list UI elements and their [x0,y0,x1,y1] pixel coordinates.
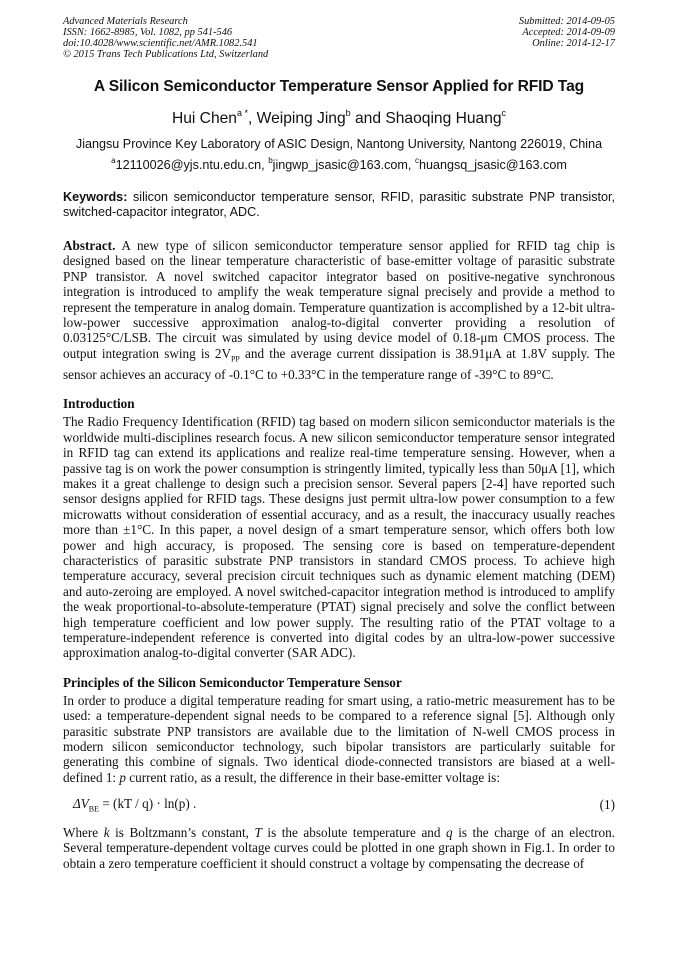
principles-paragraph-2 [63,825,615,871]
paper-title: A Silicon Semiconductor Temperature Sensor Applied for RFID Tag [93,78,585,95]
email-superscript: b [268,156,273,165]
submitted-date: Submitted: 2014-09-05 [518,16,615,27]
variable: q [446,824,453,840]
author-name: Hui Chen [171,110,237,127]
abstract-text: A new type of silicon semiconductor temperature sensor applied for RFID tag chip is designed based on the linear temperature characteristic of base-emitter voltage of parasitic substrate PNP transistor. A novel switched capacitor integrator based on positive-negative synchronous integration is introduced to amplify the weak temperature signal precisely and provide a method to represent the temperature in analog domain. Temperature quantization is accomplished by a 12-bit ultra-low-power successive approximation analog-to-digital converter providing a resolution of 0.03125°C/LSB. The circuit was simulated by using device model of 0.18-μm CMOS process. The output integration swing is 2V [63,238,615,361]
author-list [63,110,615,128]
accepted-date: Accepted: 2014-09-09 [522,27,615,38]
abstract-block [63,238,615,382]
author-name: Shaoqing Huang [385,110,502,127]
equation-1 [63,796,615,814]
equation-delta: ΔV [73,796,89,812]
equation-subscript: BE [88,804,100,814]
equation-expression [63,796,196,814]
text-run: In order to produce a digital temperature reading for smart using, a ratio-metric measurement has to be used: a temperature-dependent signal needs to be compared to a reference signal [5]. Although only parasitic substrate PNP transistors are available due to the limitation of N-well CMOS process in modern silicon semiconductor technology, such bipolar transistors are particularly suitable for generating this combine of signals. Two identical diode-connected transistors are biased at a well-defined 1: [63,692,615,785]
keywords-block [63,190,615,220]
text-run: is the absolute temperature and [261,824,447,840]
author-name: Weiping Jing [256,110,346,127]
email-superscript: a [111,156,116,165]
text-run: current ratio, as a result, the difference in their base-emitter voltage is: [126,769,500,785]
affiliation: Jiangsu Province Key Laboratory of ASIC Design, Nantong University, Nantong 226019, China [75,137,603,151]
author-separator: and [350,110,386,127]
doi-line[interactable]: doi:10.4028/www.scientific.net/AMR.1082.541 [63,38,258,49]
journal-name: Advanced Materials Research [63,16,188,27]
principles-paragraph [63,693,615,785]
copyright-line: © 2015 Trans Tech Publications Ltd, Switzerland [63,49,269,60]
author-superscript: c [501,108,507,118]
email-address[interactable]: huangsq_jsasic@163.com [418,158,567,172]
introduction-heading: Introduction [63,396,135,412]
abstract-text-cont: and the average current dissipation is 38.91μA at 1.8V supply. The sensor achieves an accuracy of -0.1°C to +0.33°C in the temperature range of -39°C to 89°C. [63,345,615,382]
email-list [63,158,615,172]
text-run: Where [63,824,104,840]
email-address[interactable]: jingwp_jsasic@163.com, [272,158,415,172]
online-date: Online: 2014-12-17 [532,38,615,49]
keywords-text: silicon semiconductor temperature sensor, RFID, parasitic substrate PNP transistor, switched-capacitor integrator, ADC. [63,190,615,219]
equation-rhs: = (kT / q) · ln(p) . [99,796,197,812]
variable: k [103,824,110,840]
email-superscript: c [414,156,419,165]
issn-line: ISSN: 1662-8985, Vol. 1082, pp 541-546 [63,27,233,38]
author-superscript: a * [236,108,248,118]
variable: p [119,769,126,785]
keywords-label: Keywords: [63,190,128,204]
abstract-subscript: PP [230,354,240,364]
text-run: is the charge of an electron. Several temperature-dependent voltage curves could be plotted in one graph shown in Fig.1. In order to obtain a zero temperature coefficient it should construct a voltage by compensating the decrease of [63,824,615,871]
author-superscript: b [345,108,351,118]
introduction-paragraph: The Radio Frequency Identification (RFID) tag based on modern silicon semiconductor materials is the worldwide multi-disciplines research focus. A new silicon semiconductor temperature sensor integrated in RFID tag can extend its applications and realize real-time temperature sensing. However, when a passive tag is on work the power consumption is stringently limited, typically less than 50μA [1], which makes it a great challenge to design such a precision sensor. Several papers [2-4] have reported such sensor designs applied for RFID tags. These designs just permit ultra-low power consumption to a few microwatts without consideration of essential accuracy, and as a result, the inaccuracy usually reaches more than ±1°C. In this paper, a novel design of a smart temperature sensor, which offers both low power and high accuracy, is proposed. The sensing core is based on temperature-dependent characteristics of parasitic substrate PNP transistors in standard CMOS process. To achieve high temperature accuracy, several precision circuit techniques such as dynamic element matching (DEM) and auto-zeroing are employed. A novel switched-capacitor integration method is introduced to amplify the weak proportional-to-absolute-temperature (PTAT) signal precisely and solve the conflict between high temperature coefficient and low power supply. The resulting ratio of the PTAT voltage to a temperature-independent reference is converted into digital codes by an ultra-low-power successive approximation analog-to-digital converter (SAR ADC). [63,414,615,661]
author-separator: , [247,110,257,127]
publication-header [63,16,615,60]
variable: T [254,824,262,840]
abstract-label: Abstract. [63,238,116,253]
email-address[interactable]: 12110026@yjs.ntu.edu.cn, [115,158,269,172]
equation-number: (1) [599,797,615,813]
dates-info [519,16,615,60]
text-run: is Boltzmann’s constant, [109,824,255,840]
principles-heading: Principles of the Silicon Semiconductor Temperature Sensor [63,674,402,690]
journal-info [63,16,268,60]
